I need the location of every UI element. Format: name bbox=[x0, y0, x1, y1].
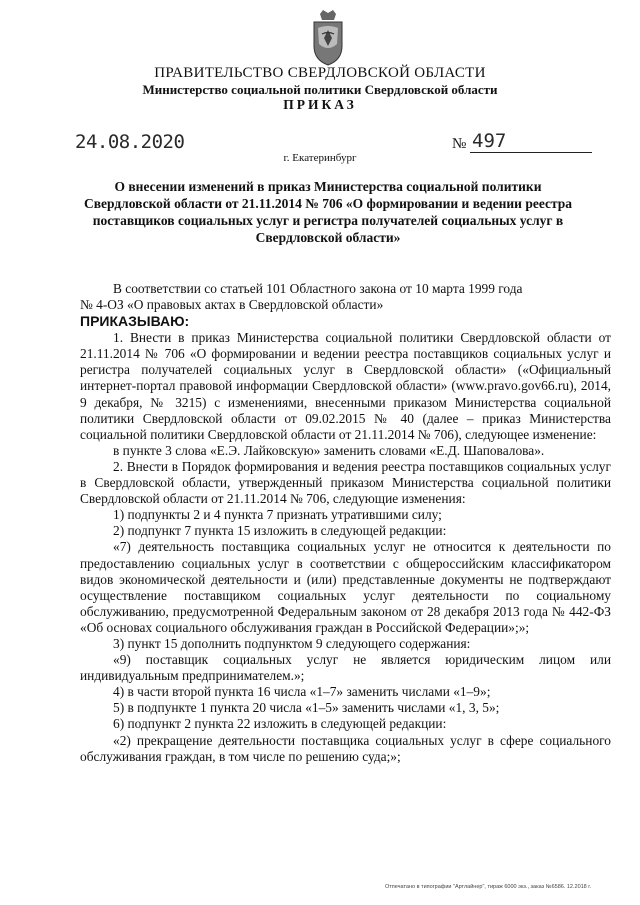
paragraph: «2) прекращение деятельности поставщика социальных услуг в сфере социального обслуживания граждан, в том числе по решению суда;»; bbox=[80, 732, 611, 764]
paragraph: в пункте 3 слова «Е.Э. Лайковскую» заменить словами «Е.Д. Шаповалова». bbox=[113, 442, 545, 458]
preamble-line-1: В соответствии со статьей 101 Областного закона от 10 марта 1999 года bbox=[113, 281, 523, 296]
document-number: 497 bbox=[472, 130, 507, 152]
ministry-heading: Министерство социальной политики Свердловской области bbox=[142, 82, 498, 97]
paragraph: «9) поставщик социальных услуг не является юридическим лицом или индивидуальным предпринимателем.»; bbox=[80, 652, 611, 684]
paragraph: 3) пункт 15 дополнить подпунктом 9 следующего содержания: bbox=[113, 635, 471, 651]
paragraph: 5) в подпункте 1 пункта 20 числа «1–5» заменить числами «1, 3, 5»; bbox=[113, 700, 500, 716]
preamble-line-2: № 4-ОЗ «О правовых актах в Свердловской области» bbox=[80, 297, 384, 313]
paragraph: 1) подпункты 2 и 4 пункта 7 признать утратившими силу; bbox=[113, 507, 442, 523]
paragraph: 6) подпункт 2 пункта 22 изложить в следующей редакции: bbox=[113, 716, 447, 732]
document-body bbox=[80, 281, 611, 765]
city-label: г. Екатеринбург bbox=[283, 152, 357, 164]
government-heading: ПРАВИТЕЛЬСТВО СВЕРДЛОВСКОЙ ОБЛАСТИ bbox=[154, 65, 486, 81]
print-footer: Отпечатано в типографии "Артлайнер", тираж 6000 экз., заказ №6586. 12.2018 г. bbox=[385, 884, 592, 890]
paragraph: «7) деятельность поставщика социальных услуг не относится к деятельности по предоставлению социальных услуг в соответствии с общероссийским классификатором видов экономической деятельности и (или) представленные документы не подтверждают осуществление поставщиком социальных услуг деятельности по социальному обслуживанию, предусмотренной Федеральным законом от 28 декабря 2013 года № 442-ФЗ «Об основах социального обслуживания граждан в Российской Федерации»;»; bbox=[80, 539, 611, 635]
document-title: О внесении изменений в приказ Министерства социальной политики Свердловской области от 21.11.2014 № 706 «О формировании и ведении реестра поставщиков социальных услуг и регистра получателей социальных услуг в Свердловской области» bbox=[83, 179, 573, 245]
doc-type-heading: ПРИКАЗ bbox=[283, 97, 357, 112]
document-date: 24.08.2020 bbox=[75, 131, 185, 153]
paragraph: 4) в части второй пункта 16 числа «1–7» заменить числами «1–9»; bbox=[113, 684, 491, 700]
paragraph: 2) подпункт 7 пункта 15 изложить в следующей редакции: bbox=[113, 523, 447, 539]
paragraph: 1. Внести в приказ Министерства социальной политики Свердловской области от 21.11.2014 № 706 «О формировании и ведении реестра поставщиков социальных услуг и регистра получателей социальных услуг в Свердловской области» («Официальный интернет-портал правовой информации Свердловской области» (www.pravo.gov66.ru), 2014, 9 декабря, № 3215) с изменениями, внесенными приказом Министерства социальной политики Свердловской области от 09.02.2015 № 40 (далее – приказ Министерства социальной политики Свердловской области от 21.11.2014 № 706), следующее изменение: bbox=[80, 330, 611, 442]
coat-of-arms-icon bbox=[310, 8, 346, 66]
order-word: ПРИКАЗЫВАЮ: bbox=[80, 313, 190, 330]
paragraph: 2. Внести в Порядок формирования и ведения реестра поставщиков социальных услуг в Свердловской области, утвержденный приказом Министерства социальной политики Свердловской области от 21.11.2014 № 706, следующие изменения: bbox=[80, 458, 611, 507]
number-label: № bbox=[452, 136, 467, 152]
